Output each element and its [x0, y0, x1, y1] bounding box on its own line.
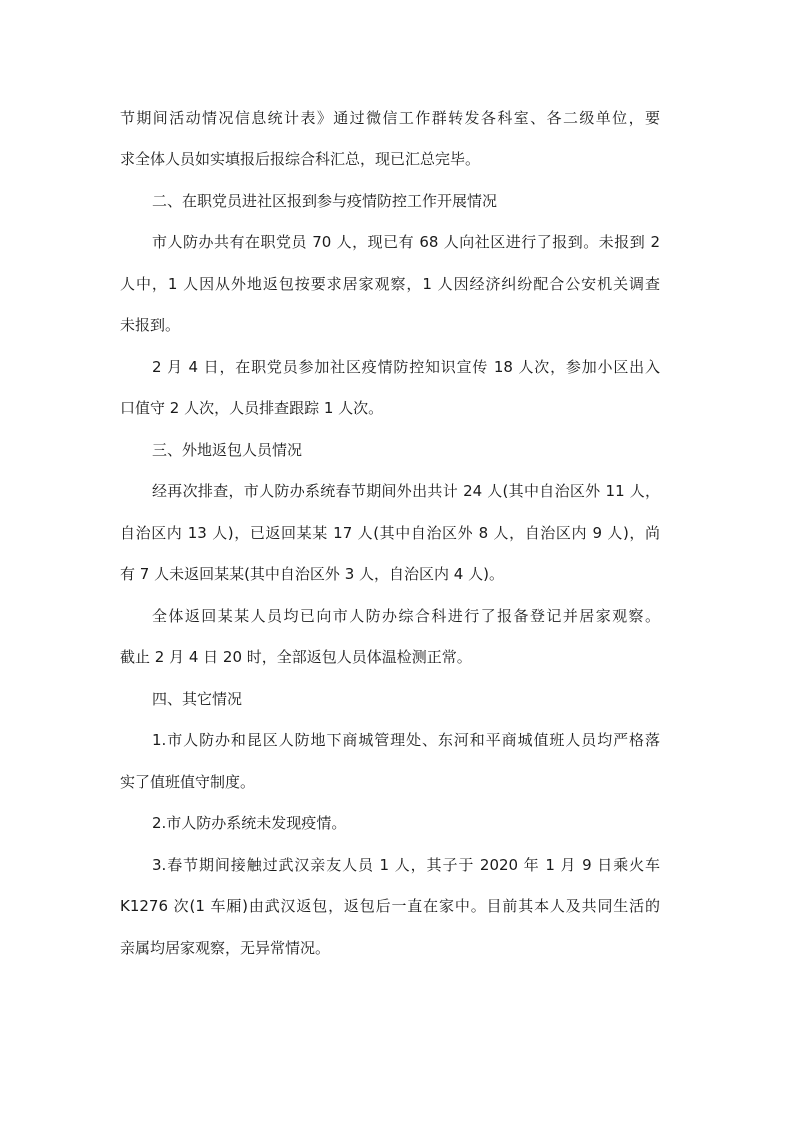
section-heading: 三、外地返包人员情况	[152, 441, 303, 459]
paragraph-line: 求全体人员如实填报后报综合科汇总，现已汇总完毕。	[120, 150, 481, 168]
paragraph-line: 经再次排查，市人防办系统春节期间外出共计 24 人(其中自治区外 11 人，	[152, 482, 660, 500]
paragraph-line: 节期间活动情况信息统计表》通过微信工作群转发各科室、各二级单位，要	[120, 109, 660, 127]
paragraph-line: 有 7 人未返回某某(其中自治区外 3 人，自治区内 4 人)。	[120, 565, 504, 583]
section-heading: 二、在职党员进社区报到参与疫情防控工作开展情况	[152, 192, 498, 210]
paragraph-line: 未报到。	[120, 316, 181, 334]
paragraph-line: 2 月 4 日，在职党员参加社区疫情防控知识宣传 18 人次，参加小区出入	[152, 358, 660, 376]
paragraph-line: 自治区内 13 人)，已返回某某 17 人(其中自治区外 8 人，自治区内 9 人)，尚	[120, 524, 660, 542]
paragraph-line: 2.市人防办系统未发现疫情。	[152, 814, 347, 832]
paragraph-line: 全体返回某某人员均已向市人防办综合科进行了报备登记并居家观察。	[152, 607, 660, 625]
paragraph-line: K1276 次(1 车厢)由武汉返包，返包后一直在家中。目前其本人及共同生活的	[120, 897, 660, 915]
paragraph-line: 市人防办共有在职党员 70 人，现已有 68 人向社区进行了报到。未报到 2	[152, 233, 660, 251]
paragraph-line: 亲属均居家观察，无异常情况。	[120, 939, 331, 957]
paragraph-line: 截止 2 月 4 日 20 时，全部返包人员体温检测正常。	[120, 648, 472, 666]
section-heading: 四、其它情况	[152, 690, 243, 708]
paragraph-line: 口值守 2 人次，人员排查跟踪 1 人次。	[120, 399, 384, 417]
paragraph-line: 3.春节期间接触过武汉亲友人员 1 人，其子于 2020 年 1 月 9 日乘火车	[152, 856, 660, 874]
paragraph-line: 人中，1 人因从外地返包按要求居家观察，1 人因经济纠纷配合公安机关调查	[120, 275, 660, 293]
paragraph-line: 1.市人防办和昆区人防地下商城管理处、东河和平商城值班人员均严格落	[152, 731, 660, 749]
paragraph-line: 实了值班值守制度。	[120, 773, 256, 791]
